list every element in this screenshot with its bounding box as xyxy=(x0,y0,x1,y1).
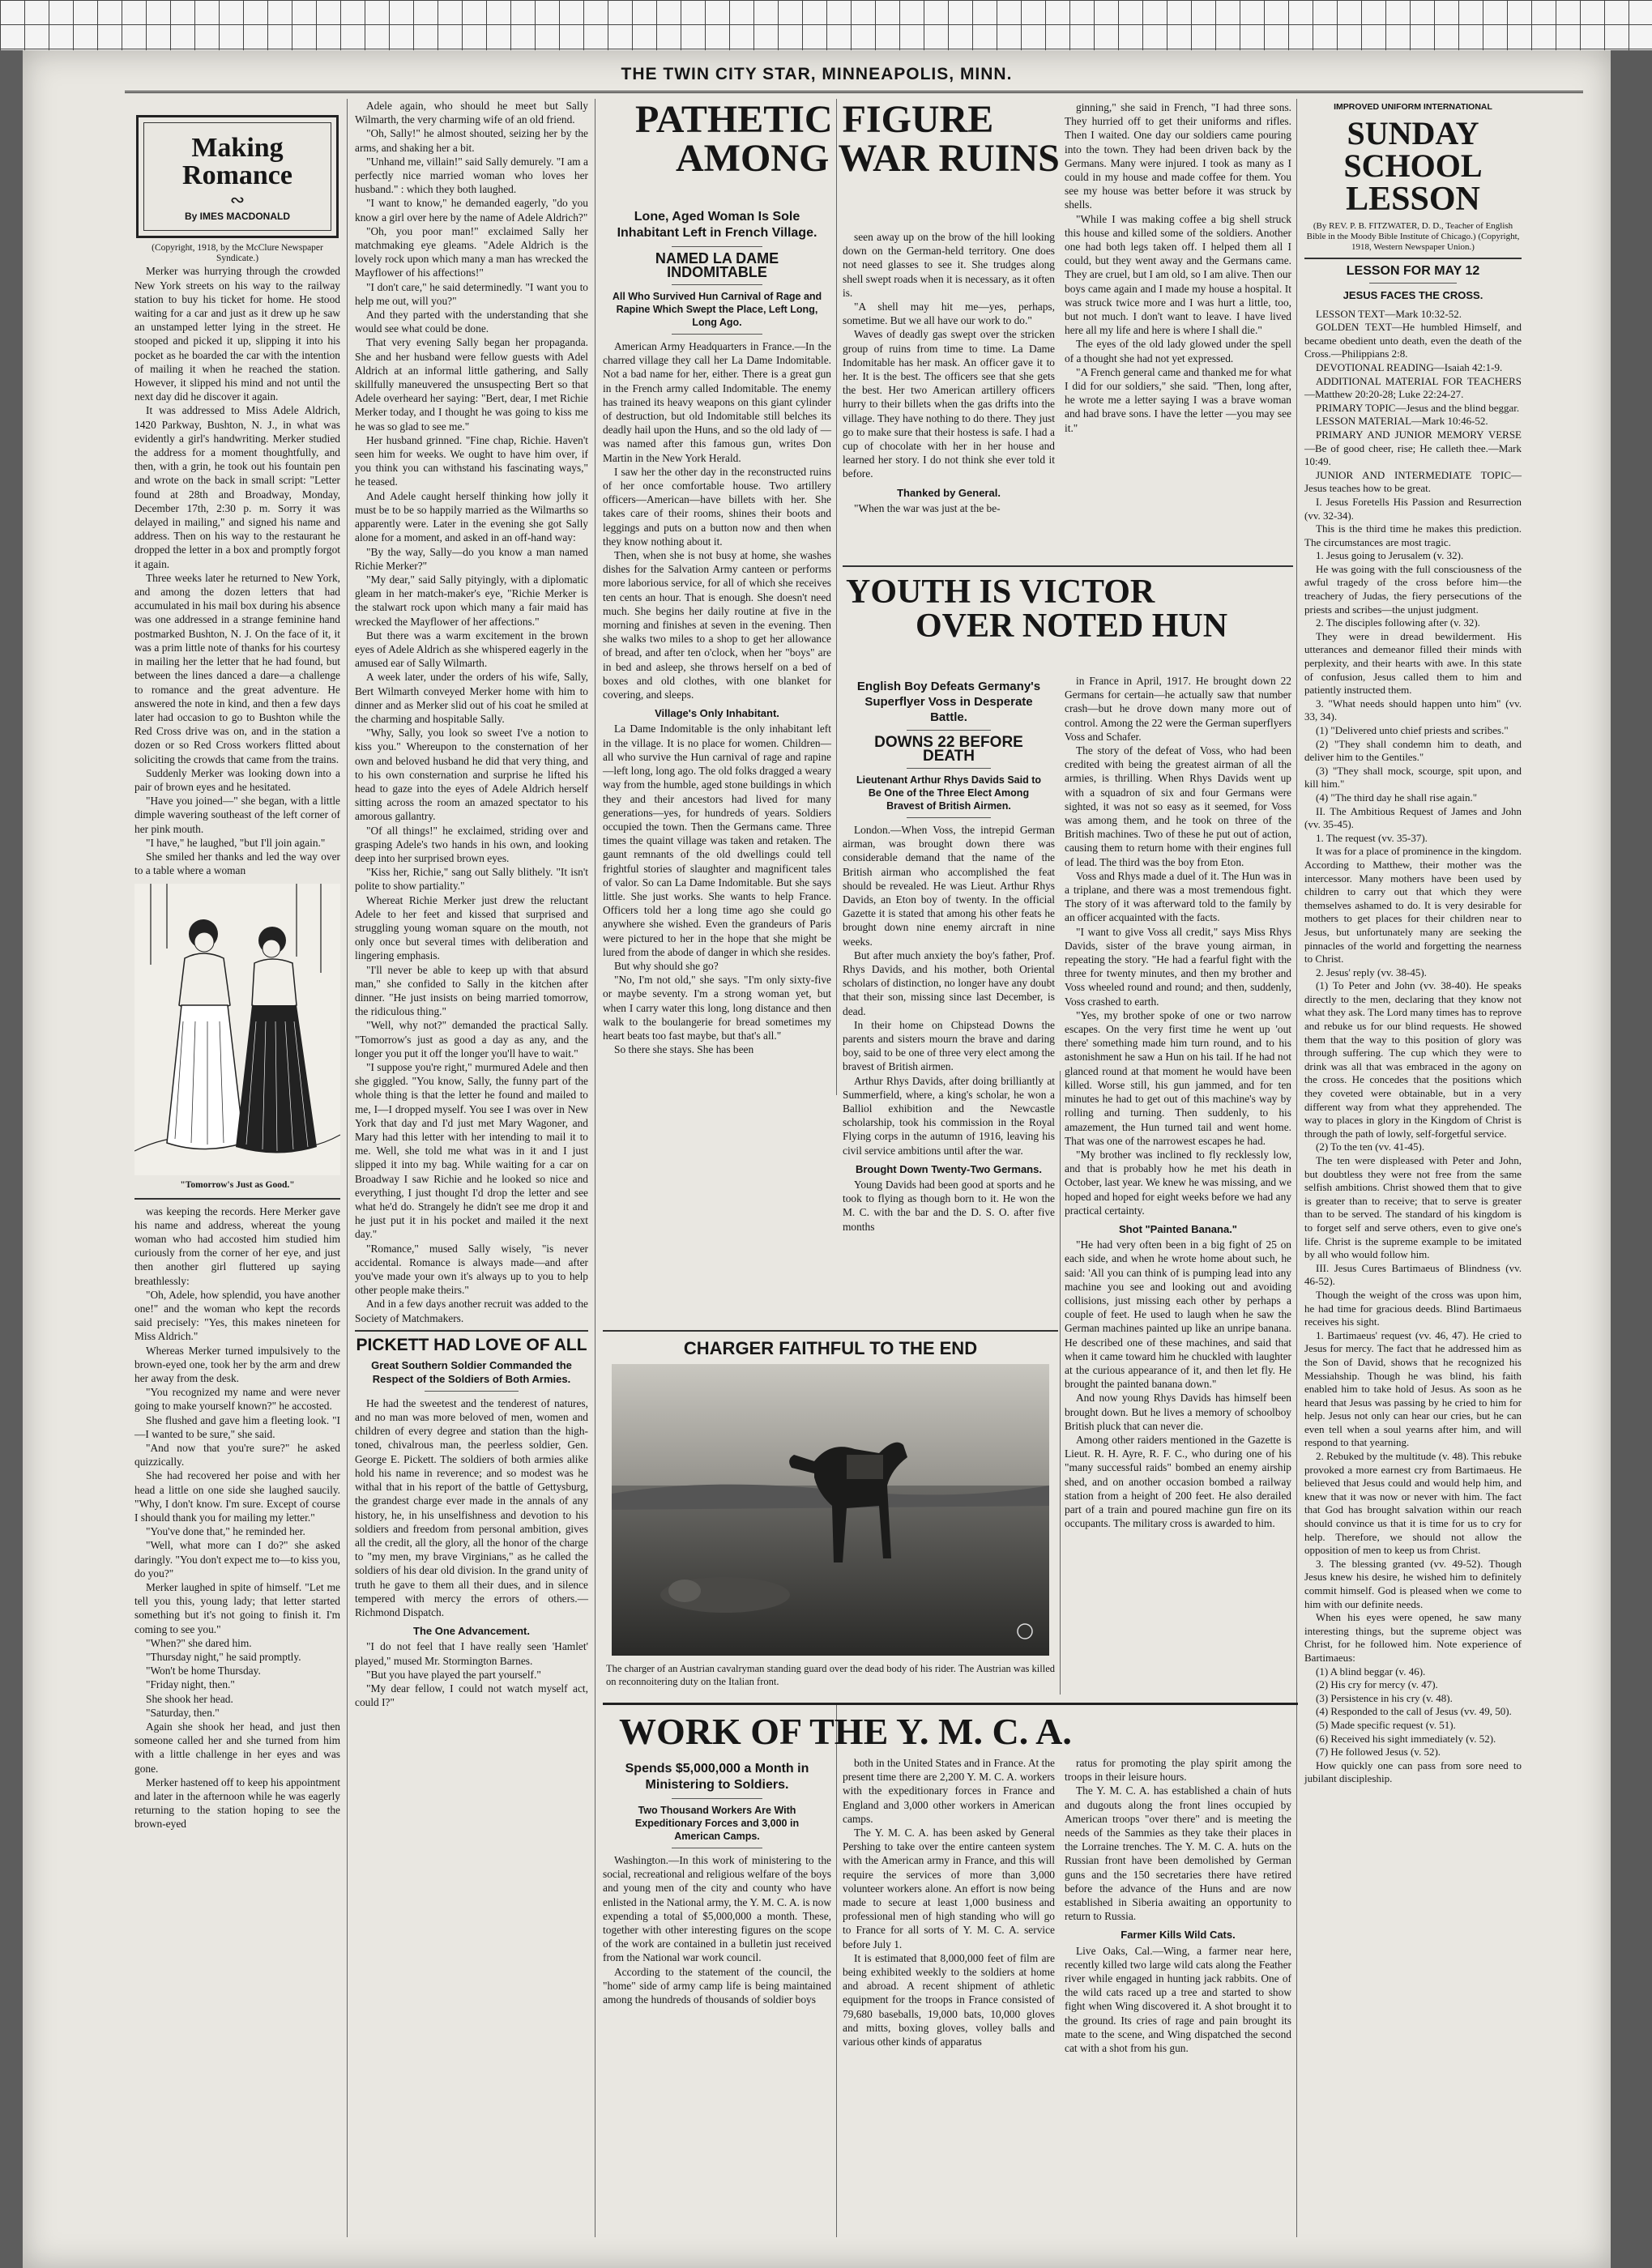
divider xyxy=(1369,283,1456,284)
paragraph: ADDITIONAL MATERIAL FOR TEACHERS—Matthew 20:20-28; Luke 22:24-27. xyxy=(1304,374,1522,401)
paragraph: (3) Persistence in his cry (v. 48). xyxy=(1316,1691,1453,1704)
divider xyxy=(672,284,763,285)
paragraph: (7) He followed Jesus (v. 52). xyxy=(1316,1746,1441,1759)
pathetic-deck-2: NAMED LA DAME INDOMITABLE xyxy=(611,252,823,279)
paragraph: The story of the defeat of Voss, who had been credited with being the greatest airman of all the armies, is thrilling. When Rhys Davids went up with a squadron of six and four Germans were sighted, it was not so easy as it seemed, for Voss was among them, and he took on three of the British machines. Two of these he put out of action, causing them to return home with their engines full of lead. The third was the boy from Eton. xyxy=(1065,744,1291,868)
paragraph: "Won't be home Thursday. xyxy=(146,1665,261,1678)
pathetic-body-2 xyxy=(603,722,831,1056)
paragraph: "Romance," mused Sally wisely, "is never accidental. Romance is always made—and after you've made your own it's always up to you to help other people make theirs." xyxy=(355,1242,588,1297)
pathetic-body-4 xyxy=(843,501,1055,515)
copyright-note: (Copyright, 1918, by the McClure Newspaper Syndicate.) xyxy=(152,243,323,264)
lesson-date: LESSON FOR MAY 12 xyxy=(1346,264,1480,279)
paragraph: (2) His cry for mercy (v. 47). xyxy=(1316,1678,1438,1691)
paragraph: "I do not feel that I have really seen 'Hamlet' played," mused Mr. Stormington Barnes. xyxy=(355,1640,588,1667)
paragraph: When his eyes were opened, he saw many interesting things, but the supreme object was Christ, for he followed him. Note experience of Bartimaeus: xyxy=(1304,1611,1522,1664)
sunday-school-lesson-title: LESSON xyxy=(1346,181,1480,219)
paragraph: (4) Responded to the call of Jesus (vv. 49, 50). xyxy=(1316,1705,1512,1718)
youth-body xyxy=(843,823,1055,1157)
paragraph: (4) "The third day he shall rise again." xyxy=(1316,791,1478,804)
paragraph: LESSON MATERIAL—Mark 10:46-52. xyxy=(1316,415,1488,428)
paragraph: Young Davids had been good at sports and he took to flying as though born to it. He won the M. C. with the bar and the D. S. O. after five months xyxy=(843,1179,1055,1233)
paragraph: They were in dread bewilderment. His utterances and demeanor filled their minds with perplexity, and their hearts with awe. In this state of confusion, Jesus called them to him and patiently instructed them. xyxy=(1304,629,1522,697)
paragraph: He had the sweetest and the tenderest of natures, and no man was more beloved of men, women and children of every degree and station than the high-toned, chivalrous man, the peerless soldier, Gen. George E. Pickett. The soldiers of both armies alike hold his name in reverence; and so modest was he withal that in his report of the battle of Gettysburg, the grandest charge ever made in the annals of any history, he, in his unselfishness and devotion to his soldiers and freedom from personal ambition, gives all the credit, all the glory, all the honor of the charge to "my men, my brave Virginians," as he called the soldiers of his dear old division. In the grand unity of truth he gave to them all their dues, and in silence tempered with mercy the errors of others.—Richmond Dispatch. xyxy=(355,1396,588,1618)
paragraph: 2. Jesus' reply (vv. 38-45). xyxy=(1316,966,1427,978)
lesson-topic: JESUS FACES THE CROSS. xyxy=(1343,289,1483,302)
ymca-body xyxy=(603,1853,831,2006)
youth-column-continued xyxy=(1065,674,1291,1530)
youth-column xyxy=(843,674,1055,1234)
ymca-column-3 xyxy=(1065,1756,1291,2055)
paragraph: "A shell may hit me—yes, perhaps, sometime. But we all have our work to do." xyxy=(843,301,1055,327)
paragraph: Merker hastened off to keep his appointment and later in the afternoon while he was eagerly returning to the station hoping to see the brown-eyed xyxy=(134,1776,340,1831)
paragraph: II. The Ambitious Request of James and John (vv. 35-45). xyxy=(1304,804,1522,831)
paragraph: "Friday night, then." xyxy=(146,1678,235,1691)
ymca-deck-1: Spends $5,000,000 a Month in Ministering to Soldiers. xyxy=(625,1762,809,1792)
paragraph: But after much anxiety the boy's father, Prof. Rhys Davids, and his mother, both Oriental scholars of distinction, no longer have any doubt that their son, missing since last December, is dead. xyxy=(843,949,1055,1017)
column-rule xyxy=(347,99,348,2237)
paragraph: Live Oaks, Cal.—Wing, a farmer near here, recently killed two large wild cats along the Feather river while engaged in hunting jack rabbits. One of the wild cats raced up a tree and started to show fight when Wing discovered it. A shot brought it to the ground. Its cries of rage and pain brought its mate to the scene, and Wing dispatched the second cat with a shot from his gun. xyxy=(1065,1944,1291,2055)
pathetic-column xyxy=(603,204,831,1056)
paragraph: And Adele caught herself thinking how jolly it must be to be so happily married as the Wilmarths so apparently were. Later in the evening she got Sally alone for a moment, and asked in an off-hand way: xyxy=(355,489,588,544)
paragraph: The ten were displeased with Peter and John, but doubtless they were not free from the same selfish ambitions. Christ showed them that to give is greater than to receive; that to serve is greater than to be served. The standard of his kingdom is to forget self and serve others, even to give one's life. Christ is the supreme example to be imitated by all who would follow him. xyxy=(1304,1154,1522,1261)
paragraph: According to the statement of the council, the "home" side of army camp life is being maintained among the hundreds of thousands of soldier boys xyxy=(603,1965,831,2006)
horse-photo xyxy=(612,1364,1049,1656)
paragraph: DEVOTIONAL READING—Isaiah 42:1-9. xyxy=(1316,360,1503,373)
ymca-body-2 xyxy=(843,1756,1055,2048)
paragraph: "I'll never be able to keep up with that absurd man," she confided to Sally in the kitchen after dinner. "He just insists on being married tomorrow, the ridiculous thing." xyxy=(355,963,588,1018)
subhead: Brought Down Twenty-Two Germans. xyxy=(856,1162,1042,1175)
paragraph: Merker was hurrying through the crowded New York streets on his way to the railway station to buy his ticket for home. He stood waiting for a car and just as it drew up he saw an unstamped letter lying in the street. He stooped and picked it up, slipping it into his pocket as he boarded the car with the intention of mailing it when he reached the station. However, it slipped his mind and not until the next day did he discover it again. xyxy=(134,265,340,403)
paragraph: Three weeks later he returned to New York, and among the dozen letters that had accumulated in his mail box during his absence was one addressed in a strange feminine hand postmarked Bushton, N. J. On the face of it, it was a prim little note of thanks for his courtesy in mailing her the letter that he had found, but between the lines danced a dare—a challenge to romance and the great adventure. He answered the note in kind, and then a few days later had occasion to go to Bushton while the Red Cross drive was on, and in the station a dozen or so Red Cross workers flitted about soliciting the crowds that came from the trains. xyxy=(134,571,340,765)
paragraph: How quickly one can pass from sore need to jubilant discipleship. xyxy=(1304,1759,1522,1785)
newspaper-page xyxy=(23,50,1611,2268)
paragraph: 1. Jesus going to Jerusalem (v. 32). xyxy=(1316,549,1464,562)
divider xyxy=(672,246,763,247)
paragraph: JUNIOR AND INTERMEDIATE TOPIC—Jesus teaches how to be great. xyxy=(1304,468,1522,495)
paragraph: ginning," she said in French, "I had three sons. They hurried off to get their uniforms and rifles. Then I waited. One day our soldiers came pouring into the town. They had been driven back by the Germans. Many were injured. I took as many as I could in my house and made coffee for them. You see my house was better before it was struck by shells. xyxy=(1065,101,1291,211)
paragraph: It is estimated that 8,000,000 feet of film are being exhibited weekly to the soldiers at home and abroad. A recent shipment of athletic equipment for the troops in France consisted of 79,680 baseballs, 19,000 bats, 10,000 gloves and mitts, boxing gloves, volley balls and various other kinds of apparatus xyxy=(843,1951,1055,2048)
paragraph: "By the way, Sally—do you know a man named Richie Merker?" xyxy=(355,545,588,572)
paragraph: "While I was making coffee a big shell struck this house and killed some of the soldiers. Another one had both legs taken off. I helped them all I could, but they went away and the Germans came. They are cruel, but I am old, so I am alive. Then our boys came again and I made my house a hospital. It was struck twice more and I was hurt a little, too, but not much. I don't want to leave. I have lived here all my life and here is where I shall die." xyxy=(1065,212,1291,337)
paragraph: both in the United States and in France. At the present time there are 2,200 Y. M. C. A. workers with the expeditionary forces in France and England and 3,000 other workers in American camps. xyxy=(843,1757,1055,1825)
paragraph: "Oh, you poor man!" exclaimed Sally her matchmaking eye gleams. "Adele Aldrich is the lovely rock upon which many a man has wrecked the Mayflower of his affections!" xyxy=(355,224,588,279)
paragraph: Whereas Merker turned impulsively to the brown-eyed one, took her by the arm and drew her away from the desk. xyxy=(134,1344,340,1384)
ymca-deck-2: Two Thousand Workers Are With Expeditionary Forces and 3,000 in American Camps. xyxy=(634,1805,800,1842)
divider xyxy=(907,730,992,731)
paragraph: Washington.—In this work of ministering to the social, recreational and religious welfare of the boys and young men of the city and county who have enlisted in the National army, the Y. M. C. A. is now expending a total of $5,000,000 a month. These, together with other interesting figures on the scope of the work are contained in a bulletin just received from the National war work council. xyxy=(603,1854,831,1964)
paragraph: "When the war was just at the be- xyxy=(854,501,1001,514)
pathetic-headline-1: PATHETIC FIGURE xyxy=(635,98,994,141)
paragraph: Whereat Richie Merker just drew the reluctant Adele to her feet and kissed that surprised and struggling young woman square on the mouth, not only once but several times with deliberation and lingering emphasis. xyxy=(355,893,588,962)
paragraph: Her husband grinned. "Fine chap, Richie. Haven't seen him for weeks. We ought to have him over, if you think you can withstand his fascinating ways," he teased. xyxy=(355,433,588,488)
paragraph: "Kiss her, Richie," sang out Sally blithely. "It isn't polite to show partiality." xyxy=(355,866,588,893)
paragraph: And in a few days another recruit was added to the Society of Matchmakers. xyxy=(355,1298,588,1324)
paragraph: "I want to give Voss all credit," says Miss Rhys Davids, sister of the brave young airman, in repeating the story. "He had a fearful fight with the three for twenty minutes, and then my brother and Voss wheeled round and round; and then, suddenly, Voss crashed to earth. xyxy=(1065,925,1291,1008)
paragraph: "Oh, Sally!" he almost shouted, seizing her by the arms, and shaking her a bit. xyxy=(355,127,588,154)
paragraph: I saw her the other day in the reconstructed ruins of her once comfortable house. Two artillery officers—American—have billets with her. She takes care of their rooms, shines their boots and leggings and puts on a button now and then when they know nothing about it. xyxy=(603,465,831,548)
paragraph: But there was a warm excitement in the brown eyes of Adele Aldrich as she whispered eagerly in the amused ear of Sally Wilmarth. xyxy=(355,629,588,670)
paragraph: "I suppose you're right," murmured Adele and then she giggled. "You know, Sally, the funny part of the whole thing is that the letter he found and mailed to me, I—I dropped myself. You see I was over in New York that day and I'd just met Mary Wagoner, and Mary had this letter with her intending to mail it to me. Well, she told me what was in it and I just slipped it into my bag. While waiting for a car on Broadway I saw Richie and he looked so nice and everything, I just thought I'd drop the letter and see what he'd do. Strangely he didn't see me drop it and he just put it in his pocket and mailed it the next day." xyxy=(355,1061,588,1241)
paragraph: (1) "Delivered unto chief priests and scribes." xyxy=(1316,724,1509,737)
paragraph: PRIMARY AND JUNIOR MEMORY VERSE—Be of good cheer, rise; He calleth thee.—Mark 10:49. xyxy=(1304,428,1522,468)
paragraph: But why should she go? xyxy=(614,959,719,972)
youth-headline-2: OVER NOTED HUN xyxy=(916,608,1228,645)
sunday-body xyxy=(1304,308,1522,1786)
charger-section xyxy=(603,1330,1058,1695)
paragraph: "You recognized my name and were never going to make yourself known?" he accosted. xyxy=(134,1386,340,1413)
paragraph: La Dame Indomitable is the only inhabitant left in the village. It is no place for women. Children—all who survive the Hun carnival of rage and rapine—left long, long ago. The old folks dragged a weary way from the humble, aged stone buildings in which they and their ancestors had lived for many generations—yes, for hundreds of years. Soldiers occupied the town. Then the Germans came. Three times the quaint village was taken and retaken. The gaunt remnants of the old dwellings could tell frightful stories of slaughter and magnificent tales of valor. So can La Dame Indomitable. But she says little. She just works. She wants to help France. Officers told her a long time ago she could go anywhere she wished. Even the grandeurs of Paris were pictured to her in the hope that she might be lured from the abode of danger in which she resides. xyxy=(603,723,831,958)
paragraph: (6) Received his sight immediately (v. 52). xyxy=(1316,1732,1496,1745)
paragraph: III. Jesus Cures Bartimaeus of Blindness (vv. 46-52). xyxy=(1304,1261,1522,1288)
horse-photo-drawing xyxy=(612,1364,1049,1656)
paragraph: The eyes of the old lady glowed under the spell of a thought she had not yet expressed. xyxy=(1065,338,1291,364)
paragraph: GOLDEN TEXT—He humbled Himself, and became obedient unto death, even the death of the Cross.—Philippians 2:8. xyxy=(1304,321,1522,360)
paragraph: "My brother was inclined to fly recklessly low, and that is probably how he met his death in October, last year. We knew he was missing, and we hoped and hoped for eight weeks before we had any practical certainty. xyxy=(1065,1148,1292,1217)
youth-deck-2: DOWNS 22 BEFORE DEATH xyxy=(874,734,1023,765)
illustration-caption: "Tomorrow's Just as Good." xyxy=(180,1180,295,1191)
pickett-headline: PICKETT HAD LOVE OF ALL xyxy=(356,1335,587,1354)
pathetic-body xyxy=(603,339,831,701)
paragraph: In their home on Chipstead Downs the parents and sisters mourn the brave and daring boy, said to be one of three very elect among the bravest of British airmen. xyxy=(843,1018,1055,1073)
paragraph: (3) "They shall mock, scourge, spit upon, and kill him." xyxy=(1304,764,1522,791)
paragraph: It was addressed to Miss Adele Aldrich, 1420 Parkway, Bushton, N. J., in what was evidently a girl's handwriting. Merker studied the address for a moment thoughtfully, and then, with a grin, he took out his fountain pen and wrote on the back in small script: "Letter found at 28th and Broadway, Monday, December 17th, 2:30 p. m. Sorry it was delayed in mailing," and signed his name and address. Then on his way to the restaurant he dropped the letter in a box and promptly forgot it again. xyxy=(134,404,340,570)
paragraph: Waves of deadly gas swept over the stricken group of ruins from time to time. La Dame Indomitable has her mask. An officer gave it to her. It is the best. The officers see that she gets the best. Her two American artillery officers hurry to their billets when the gas drifts into the village. They have nothing to do there. They just go to make sure that their hostess is safe. I had a cup of chocolate with her in her house and learned her story. I do not think she ever told it before. xyxy=(843,328,1055,480)
subhead: Farmer Kills Wild Cats. xyxy=(1121,1929,1236,1942)
divider xyxy=(425,1391,518,1392)
divider xyxy=(672,334,763,335)
paragraph: Arthur Rhys Davids, after doing brilliantly at Summerfield, where, a king's scholar, he won a Balliol exhibition and the Newcastle scholarship, took his commission in the Royal Flying corps in the autumn of 1916, leaving his civil service ambitions until after the war. xyxy=(843,1074,1055,1157)
photo-caption: The charger of an Austrian cavalryman standing guard over the dead body of his rider. The Austrian was killed on reconnoitering duty on the Italian front. xyxy=(606,1663,1055,1687)
ymca-body-3 xyxy=(1065,1756,1291,1923)
paragraph: in France in April, 1917. He brought down 22 Germans for certain—he actually saw that number crash—but he drove down many more out of control. Among the 22 were the German superflyers Voss and Schafer. xyxy=(1065,675,1291,743)
paragraph: "But you have played the part yourself." xyxy=(366,1668,541,1681)
masthead: THE TWIN CITY STAR, MINNEAPOLIS, MINN. xyxy=(621,65,1013,83)
paragraph: This is the third time he makes this prediction. The circumstances are most tragic. xyxy=(1304,522,1522,548)
making-romance-column xyxy=(134,99,340,1831)
paragraph: "He had very often been in a big fight of 25 on each side, and when he wrote home about such, he said: 'All you can think of is pumping lead into any machine you see and looking out and avoiding collisions, just missing each other by perhaps a couple of feet. He used to laugh when he saw the German machines painted up like an unripe banana. He described one of these machines, and said that when it came toward him he chuckled with laughter at the curious appearance of it, and then let fly. He brought the painted banana down." xyxy=(1065,1238,1291,1391)
paragraph: 2. Rebuked by the multitude (v. 48). This rebuke provoked a more earnest cry from Bartimaeus. He believed that Jesus could and would help him, and knew that it was now or never with him. The fact that God has brought salvation within our reach should convince us that it is time for us to cry for help. Therefore, we should not allow the opposition of men to keep us from Christ. xyxy=(1304,1450,1522,1557)
column-rule xyxy=(1296,99,1297,2237)
subhead: Shot "Painted Banana." xyxy=(1119,1222,1237,1235)
paragraph: "Thursday night," he said promptly. xyxy=(146,1651,301,1664)
charger-headline: CHARGER FAITHFUL TO THE END xyxy=(683,1338,978,1358)
paragraph: "I don't care," he said determinedly. "I want you to help me out, will you?" xyxy=(355,280,588,307)
paragraph: "You've done that," he reminded her. xyxy=(146,1525,305,1538)
ymca-body-4 xyxy=(1065,1944,1291,2056)
paragraph: Merker laughed in spite of himself. "Let me tell you this, young lady; that letter started something but it's not going to finish it. I'm coming to see you." xyxy=(134,1581,340,1635)
pathetic-body-5 xyxy=(1065,100,1291,435)
making-romance-title: Making Romance xyxy=(182,133,292,190)
paragraph: London.—When Voss, the intrepid German airman, was brought down there was considerable demand that the name of the British airman who accomplished the feat should be revealed. He was Lieut. Arthur Rhys Davids, an Eton boy of twenty. In the official Gazette it is stated that among his other feats he brought down nine enemy aircraft in nine weeks. xyxy=(843,824,1055,948)
paragraph: And they parted with the understanding that she would see what could be done. xyxy=(355,309,588,335)
youth-body-4 xyxy=(1065,1238,1291,1530)
divider xyxy=(672,1798,763,1799)
background-grid xyxy=(0,0,1652,50)
paragraph: Among other raiders mentioned in the Gazette is Lieut. R. H. Ayre, R. F. C., who during one of his "many successful raids" bombed an enemy airship shed, and on another occasion bombed a railway station from a height of 200 feet. He also derailed part of a train and poured machine gun fire on its occupants. The military cross is awarded to him. xyxy=(1065,1433,1291,1530)
paragraph: (5) Made specific request (v. 51). xyxy=(1316,1718,1456,1731)
sunday-school-kicker: IMPROVED UNIFORM INTERNATIONAL xyxy=(1334,102,1492,112)
paragraph: She flushed and gave him a fleeting look. "I—I wanted to be sure," she said. xyxy=(134,1413,340,1440)
paragraph: "Unhand me, villain!" said Sally demurely. "I am a perfectly nice married woman who loves her husband." : which they both laughed. xyxy=(355,155,588,196)
paragraph: I. Jesus Foretells His Passion and Resurrection (vv. 32-34). xyxy=(1304,495,1522,522)
pathetic-column-end xyxy=(1065,100,1291,435)
paragraph: 2. The disciples following after (v. 32). xyxy=(1316,616,1480,629)
subhead: The One Advancement. xyxy=(413,1625,530,1638)
youth-body-2 xyxy=(843,1178,1055,1234)
ymca-column xyxy=(603,1756,831,2006)
masthead-rule xyxy=(125,91,1583,93)
article-body xyxy=(134,264,340,877)
paragraph: "Oh, Adele, how splendid, you have another one!" and the woman who kept the records said precisely: "Yes, this makes nineteen for Miss Aldrich." xyxy=(134,1288,340,1343)
paragraph: The Y. M. C. A. has established a chain of huts and dugouts along the front lines occupied by American troops "over there" and is meeting the needs of the Sammies as they take their places in the Lorraine trenches. The Y. M. C. A. huts on the Russian front have been demolished by German guns and the 150 secretaries there have retired before the advance of the Huns and are now established in Siberia awaiting an opportunity to return to Russia. xyxy=(1065,1784,1291,1923)
paragraph: "My dear fellow, I could not watch myself act, could I?" xyxy=(355,1682,588,1709)
divider xyxy=(355,1330,588,1332)
paragraph: LESSON TEXT—Mark 10:32-52. xyxy=(1316,307,1462,320)
paragraph: American Army Headquarters in France.—In the charred village they call her La Dame Indomitable. Not a bad name for her, either. There is a great gun in the French army called Indomitable. The enemy has trained its heavy weapons on this giant cylinder of destruction, but old Indomitable still belches its deadly hail upon the Huns, and so the old lady of — was named after this famous gun, writes Don Martin in the New York Herald. xyxy=(603,340,831,464)
divider xyxy=(907,817,992,818)
paragraph: Again she shook her head, and just then someone called her and she turned from him with a little challenge in her eyes and was gone. xyxy=(134,1720,340,1775)
paragraph: seen away up on the brow of the hill looking down on the German-held territory. One does not need glasses to see it. She trudges along shell swept roads when it is necessary, as it often is. xyxy=(843,231,1055,299)
pathetic-column-continued xyxy=(843,230,1055,515)
paragraph: Though the weight of the cross was upon him, he had time for gracious deeds. Blind Bartimaeus receives his sight. xyxy=(1304,1288,1522,1328)
paragraph: Voss and Rhys made a duel of it. The Hun was in a triplane, and there was a most tremendous fight. The story of it was afterward told to the family by an officer acquainted with the facts. xyxy=(1065,869,1291,924)
paragraph: "Of all things!" he exclaimed, striding over and grasping Adele's two hands in his own, and looking deep into her surprised brown eyes. xyxy=(355,824,588,864)
ymca-headline: WORK OF THE Y. M. C. A. xyxy=(619,1711,1072,1752)
paragraph: 3. The blessing granted (vv. 49-52). Though Jesus knew his desire, he wished him to definitely commit himself. God is pleased when we come to him with our definite needs. xyxy=(1304,1557,1522,1610)
paragraph: She shook her head. xyxy=(146,1692,233,1705)
paragraph: So there she stays. She has been xyxy=(614,1043,754,1056)
subhead: Village's Only Inhabitant. xyxy=(655,707,779,720)
paragraph: "When?" she dared him. xyxy=(146,1636,252,1649)
pathetic-deck-3: All Who Survived Hun Carnival of Rage and Rapine Which Swept the Place, Left Long, Long Ago. xyxy=(612,291,822,328)
paragraph: was keeping the records. Here Merker gave his name and address, whereat the young woman who had accosted him studied him curiously from the corner of her eye, and just then another girl fluttered up saying breathlessly: xyxy=(134,1204,340,1287)
sunday-school-column xyxy=(1304,100,1522,1786)
paragraph: It was for a place of prominence in the kingdom. According to Matthew, their mother was the intercessor. Many mothers have been used by children to carry out that which they were themselves ashamed to do. It is very desirable for mothers to get places for their children near to Jesus, but unfortunately many are seeking the pinnacles of the world and forgetting the nearness to Christ. xyxy=(1304,845,1522,966)
pathetic-body-3 xyxy=(843,230,1055,481)
paragraph: She smiled her thanks and led the way over to a table where a woman xyxy=(134,850,340,877)
paragraph: PRIMARY TOPIC—Jesus and the blind beggar. xyxy=(1316,401,1520,414)
paragraph: And now young Rhys Davids has himself been brought down. But he lives a memory of schoolboy British pluck that can never die. xyxy=(1065,1392,1291,1432)
ornament-icon: ∾ xyxy=(229,190,245,210)
paragraph: ratus for promoting the play spirit among the troops in their leisure hours. xyxy=(1065,1757,1291,1784)
pathetic-headline-2: AMONG WAR RUINS xyxy=(676,137,1060,180)
paragraph: 3. "What needs should happen unto him" (vv. 33, 34). xyxy=(1304,697,1522,723)
paragraph: (2) "They shall condemn him to death, and deliver him to the Gentiles." xyxy=(1304,737,1522,764)
paragraph: "I have," he laughed, "but I'll join again." xyxy=(146,836,326,849)
paragraph: He was going with the full consciousness of the awful tragedy of the cross before him—the treachery of Judas, the fiery persecutions of the priests and scribes—the unjust judgment. xyxy=(1304,562,1522,616)
youth-heading xyxy=(843,565,1293,664)
divider xyxy=(1304,258,1522,259)
sunday-byline: (By REV. P. B. FITZWATER, D. D., Teacher of English Bible in the Moody Bible Institute of Chicago.) (Copyright, 1918, Western Newspaper Union.) xyxy=(1306,221,1520,253)
column-rule xyxy=(836,1703,837,2237)
subhead: Thanked by General. xyxy=(897,486,1001,499)
paragraph: 1. Bartimaeus' request (vv. 46, 47). He cried to Jesus for mercy. The fact that he addressed him as the Son of David, shows that he recognized his Messiahship. Though he was blind, his faith enabled him to take hold of Jesus. As soon as he heard that Jesus was passing by he cried to him for help. Jesus not only can hear our cries, but he can even tell when a soul yearns after him, and will respond to that yearning. xyxy=(1304,1328,1522,1449)
sunday-school-title: SUNDAY SCHOOL xyxy=(1343,115,1483,185)
paragraph: Then, when she is not busy at home, she washes dishes for the Salvation Army canteen or performs more laborious service, for all of which she receives ten cents an hour. That is enough. She doesn't need much. She begins her daily routine at five in the morning and finishes at seven in the evening. Then she walks two miles to a shop to get her allowance of bread, and after ten o'clock, when her "boys" are in bed and asleep, she throws herself on a bed of boxes and old clothes, with one blanket for covering, and sleeps. xyxy=(603,549,831,701)
paragraph: "Why, Sally, you look so sweet I've a notion to kiss you." Whereupon to the consternation of her own and beloved husband he did that very thing, and to his own consternation and surprise he lifted his head to gaze into the eyes of Adele Aldrich herself sitting across the room an amazed spectator to his amorous gallantry. xyxy=(355,727,588,823)
paragraph: She had recovered her poise and with her head a little on one side she laughed saucily. "Why, I don't know. I'm sure. Except of course I should thank you for mailing my letter." xyxy=(134,1469,340,1524)
youth-body-3 xyxy=(1065,674,1291,1217)
ymca-heading xyxy=(603,1703,1298,1750)
paragraph: A week later, under the orders of his wife, Sally, Bert Wilmarth conveyed Merker home with him to dinner and as Merker slid out of his coat he smiled at the charming and hospitable Sally. xyxy=(355,671,588,725)
paragraph: Suddenly Merker was looking down into a pair of brown eyes and he hesitated. xyxy=(134,766,340,793)
youth-headline-1: YOUTH IS VICTOR xyxy=(846,573,1155,611)
divider xyxy=(134,1198,340,1200)
pickett-body-2 xyxy=(355,1639,588,1709)
paragraph: (2) To the ten (vv. 41-45). xyxy=(1316,1140,1425,1153)
pathetic-deck-1: Lone, Aged Woman Is Sole Inhabitant Left in French Village. xyxy=(617,210,817,240)
paragraph: "My dear," said Sally pityingly, with a diplomatic gleam in her match-maker's eye, "Richie Merker is the stalwart rock upon which many a fair maid has wrecked the Mayflower of her affections." xyxy=(355,573,588,628)
paragraph: "A French general came and thanked me for what I did for our soldiers," she said. "Then, long after, he wrote me a letter saying I was a brave woman and had brave sons. I have the letter —you may see it." xyxy=(1065,365,1291,434)
paragraph: "Have you joined—" she began, with a little dimple wavering southeast of the left corner of her pink mouth. xyxy=(134,795,340,835)
making-romance-title-box xyxy=(136,115,339,238)
paragraph: "Well, what more can I do?" she asked daringly. "You don't expect me to—to kiss you, do you?" xyxy=(134,1539,340,1580)
paragraph: 1. The request (vv. 35-37). xyxy=(1316,831,1428,844)
paragraph: "I want to know," he demanded eagerly, "do you know a girl over here by the name of Adele Aldrich?" xyxy=(355,197,588,224)
paragraph: "Saturday, then." xyxy=(146,1706,220,1719)
paragraph: "Yes, my brother spoke of one or two narrow escapes. On the very first time he went up 'out there' something made him turn round, and to his astonishment he saw a Hun on his tail. If he had not glanced round at that moment he would have been killed. Worse still, his gun jammed, and for ten minutes he had to get out of this machine's way by rolling and turning. Then suddenly, to his amazement, the Hun turned tail and went home. That was one of the narrowest escapes he had. xyxy=(1065,1008,1291,1147)
paragraph: "No, I'm not old," she says. "I'm only sixty-five or maybe seventy. I'm a strong woman yet, but when I carry water this long, long distance and then walk to the boulangerie for bread sometimes my heart beats too fast maybe, but that's all." xyxy=(603,974,831,1042)
pickett-deck: Great Southern Soldier Commanded the Respect of the Soldiers of Both Armies. xyxy=(371,1358,572,1385)
illustration-two-women xyxy=(134,884,340,1175)
column-rule xyxy=(836,99,837,1095)
paragraph: (1) To Peter and John (vv. 38-40). He speaks directly to the men, declaring that they know not what they ask. The Lord many times has to reprove and rebuke us for our blind requests. He showed them that the way to this position of glory was through suffering. The cup which they were to drink was all that was embraced in the agony on the cross. He concedes that the positions which they coveted were obtainable, but in a very different way from what they apprehended. The way to places in glory in the Kingdom of Christ is through the path of lowly, self-forgetful service. xyxy=(1304,979,1522,1140)
pickett-body xyxy=(355,1396,588,1619)
paragraph: (1) A blind beggar (v. 46). xyxy=(1316,1665,1426,1678)
paragraph: "And now that you're sure?" he asked quizzically. xyxy=(134,1442,340,1469)
divider xyxy=(907,768,992,769)
paragraph: Adele again, who should he meet but Sally Wilmarth, the very charming wife of an old friend. xyxy=(355,100,588,126)
paragraph: That very evening Sally began her propaganda. She and her husband were fellow guests with Adel Aldrich at an informal little gathering, and Sally skillfully maneuvered the unsuspecting Bert so that Adele overheard her saying: "Bert, dear, I met Richie Merker today, and I thought he was going to kiss me he was so glad to see me." xyxy=(355,336,588,433)
youth-deck-3: Lieutenant Arthur Rhys Davids Said to Be One of the Three Elect Among Bravest of British Airmen. xyxy=(856,774,1042,812)
column-rule xyxy=(1060,1071,1061,1695)
column-two xyxy=(355,99,588,1709)
paragraph: "Well, why not?" demanded the practical Sally. "Tomorrow's just as good a day as any, and the longer you put it off the longer you'll have to wait." xyxy=(355,1019,588,1059)
youth-deck-1: English Boy Defeats Germany's Superflyer Voss in Desperate Battle. xyxy=(856,680,1041,724)
article-body-continued xyxy=(134,1204,340,1831)
paragraph: The Y. M. C. A. has been asked by General Pershing to take over the entire canteen system with the American army in France, and this will require the services of more than 3,000 volunteer workers alone. An effort is now being made to secure at least 1,000 business and professional men of high standing who will go to France for all sorts of Y. M. C. A. service before July 1. xyxy=(843,1827,1055,1950)
illustration-drawing xyxy=(134,884,340,1175)
scan-margin xyxy=(1611,50,1652,2268)
ymca-column-2 xyxy=(843,1756,1055,2048)
byline: By IMES MACDONALD xyxy=(184,211,290,223)
making-romance-continued xyxy=(355,99,588,1325)
